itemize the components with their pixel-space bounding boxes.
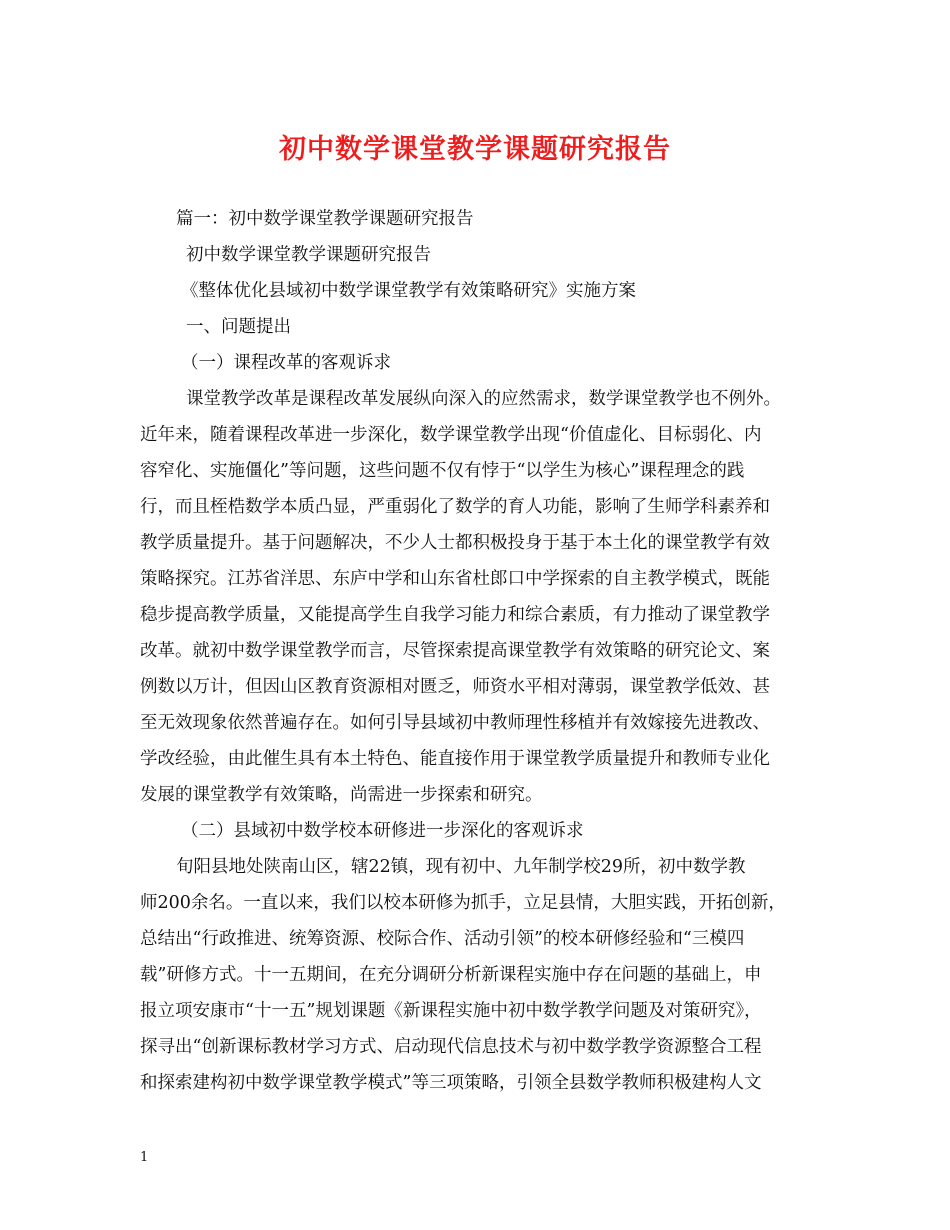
text-line-paragraph-2: 师200余名。一直以来，我们以校本研修为抓手，立足县情，大胆实践，开拓创新， [140, 893, 786, 913]
text-line-paragraph-1: 至无效现象依然普遍存在。如何引导县域初中教师理性移植并有效嫁接先进教改、 [140, 713, 770, 733]
text-line-paragraph-2: 和探索建构初中数学课堂教学模式”等三项策略，引领全县数学教师积极建构人文 [140, 1073, 762, 1093]
text-line-paragraph-1: 例数以万计，但因山区教育资源相对匮乏，师资水平相对薄弱，课堂教学低效、甚 [140, 677, 770, 697]
text-line-paragraph-1: 教学质量提升。基于问题解决，不少人士都积极投身于基于本土化的课堂教学有效 [140, 533, 770, 553]
text-line-paragraph-1: 发展的课堂教学有效策略，尚需进一步探索和研究。 [140, 785, 543, 805]
text-line-plan-title: 《整体优化县域初中数学课堂教学有效策略研究》实施方案 [181, 281, 636, 301]
text-line-paragraph-1: 容窄化、实施僵化”等问题，这些问题不仅有悖于“以学生为核心”课程理念的践 [140, 461, 745, 481]
text-line-section-heading: 篇一：初中数学课堂教学课题研究报告 [176, 209, 474, 229]
text-line-paragraph-1: 改革。就初中数学课堂教学而言，尽管探索提高课堂教学有效策略的研究论文、案 [140, 641, 770, 661]
text-line-paragraph-1: 近年来，随着课程改革进一步深化，数学课堂教学出现“价值虚化、目标弱化、内 [140, 425, 762, 445]
text-line-paragraph-1: 学改经验，由此催生具有本土特色、能直接作用于课堂教学质量提升和教师专业化 [140, 749, 770, 769]
text-line-paragraph-2: 总结出“行政推进、统筹资源、校际合作、活动引领”的校本研修经验和“三模四 [140, 929, 745, 949]
page-number: 1 [140, 1150, 149, 1165]
document-title: 初中数学课堂教学课题研究报告 [279, 134, 671, 165]
text-line-paragraph-2: 探寻出“创新课标教材学习方式、启动现代信息技术与初中数学教学资源整合工程 [140, 1037, 762, 1057]
text-line-paragraph-1: 策略探究。江苏省洋思、东庐中学和山东省杜郎口中学探索的自主教学模式，既能 [140, 569, 770, 589]
text-line-paragraph-2: 载”研修方式。十一五期间，在充分调研分析新课程实施中存在问题的基础上，申 [140, 965, 762, 985]
text-line-paragraph-1: 行，而且桎梏数学本质凸显，严重弱化了数学的育人功能，影响了生师学科素养和 [140, 497, 770, 517]
text-line-paragraph-1: 课堂教学改革是课程改革发展纵向深入的应然需求，数学课堂教学也不例外。 [186, 389, 781, 409]
text-line-paragraph-2: 报立项安康市“十一五”规划课题《新课程实施中初中数学教学问题及对策研究》， [140, 1001, 762, 1021]
text-line-heading-1: 一、问题提出 [186, 317, 291, 337]
text-line-paragraph-2: 旬阳县地处陕南山区，辖22镇，现有初中、九年制学校29所，初中数学教 [176, 857, 746, 877]
text-line-subheading-1: （一）课程改革的客观诉求 [181, 353, 391, 373]
text-line-report-title: 初中数学课堂教学课题研究报告 [186, 245, 431, 265]
text-line-paragraph-1: 稳步提高教学质量，又能提高学生自我学习能力和综合素质，有力推动了课堂教学 [140, 605, 770, 625]
text-line-subheading-2: （二）县域初中数学校本研修进一步深化的客观诉求 [181, 821, 584, 841]
